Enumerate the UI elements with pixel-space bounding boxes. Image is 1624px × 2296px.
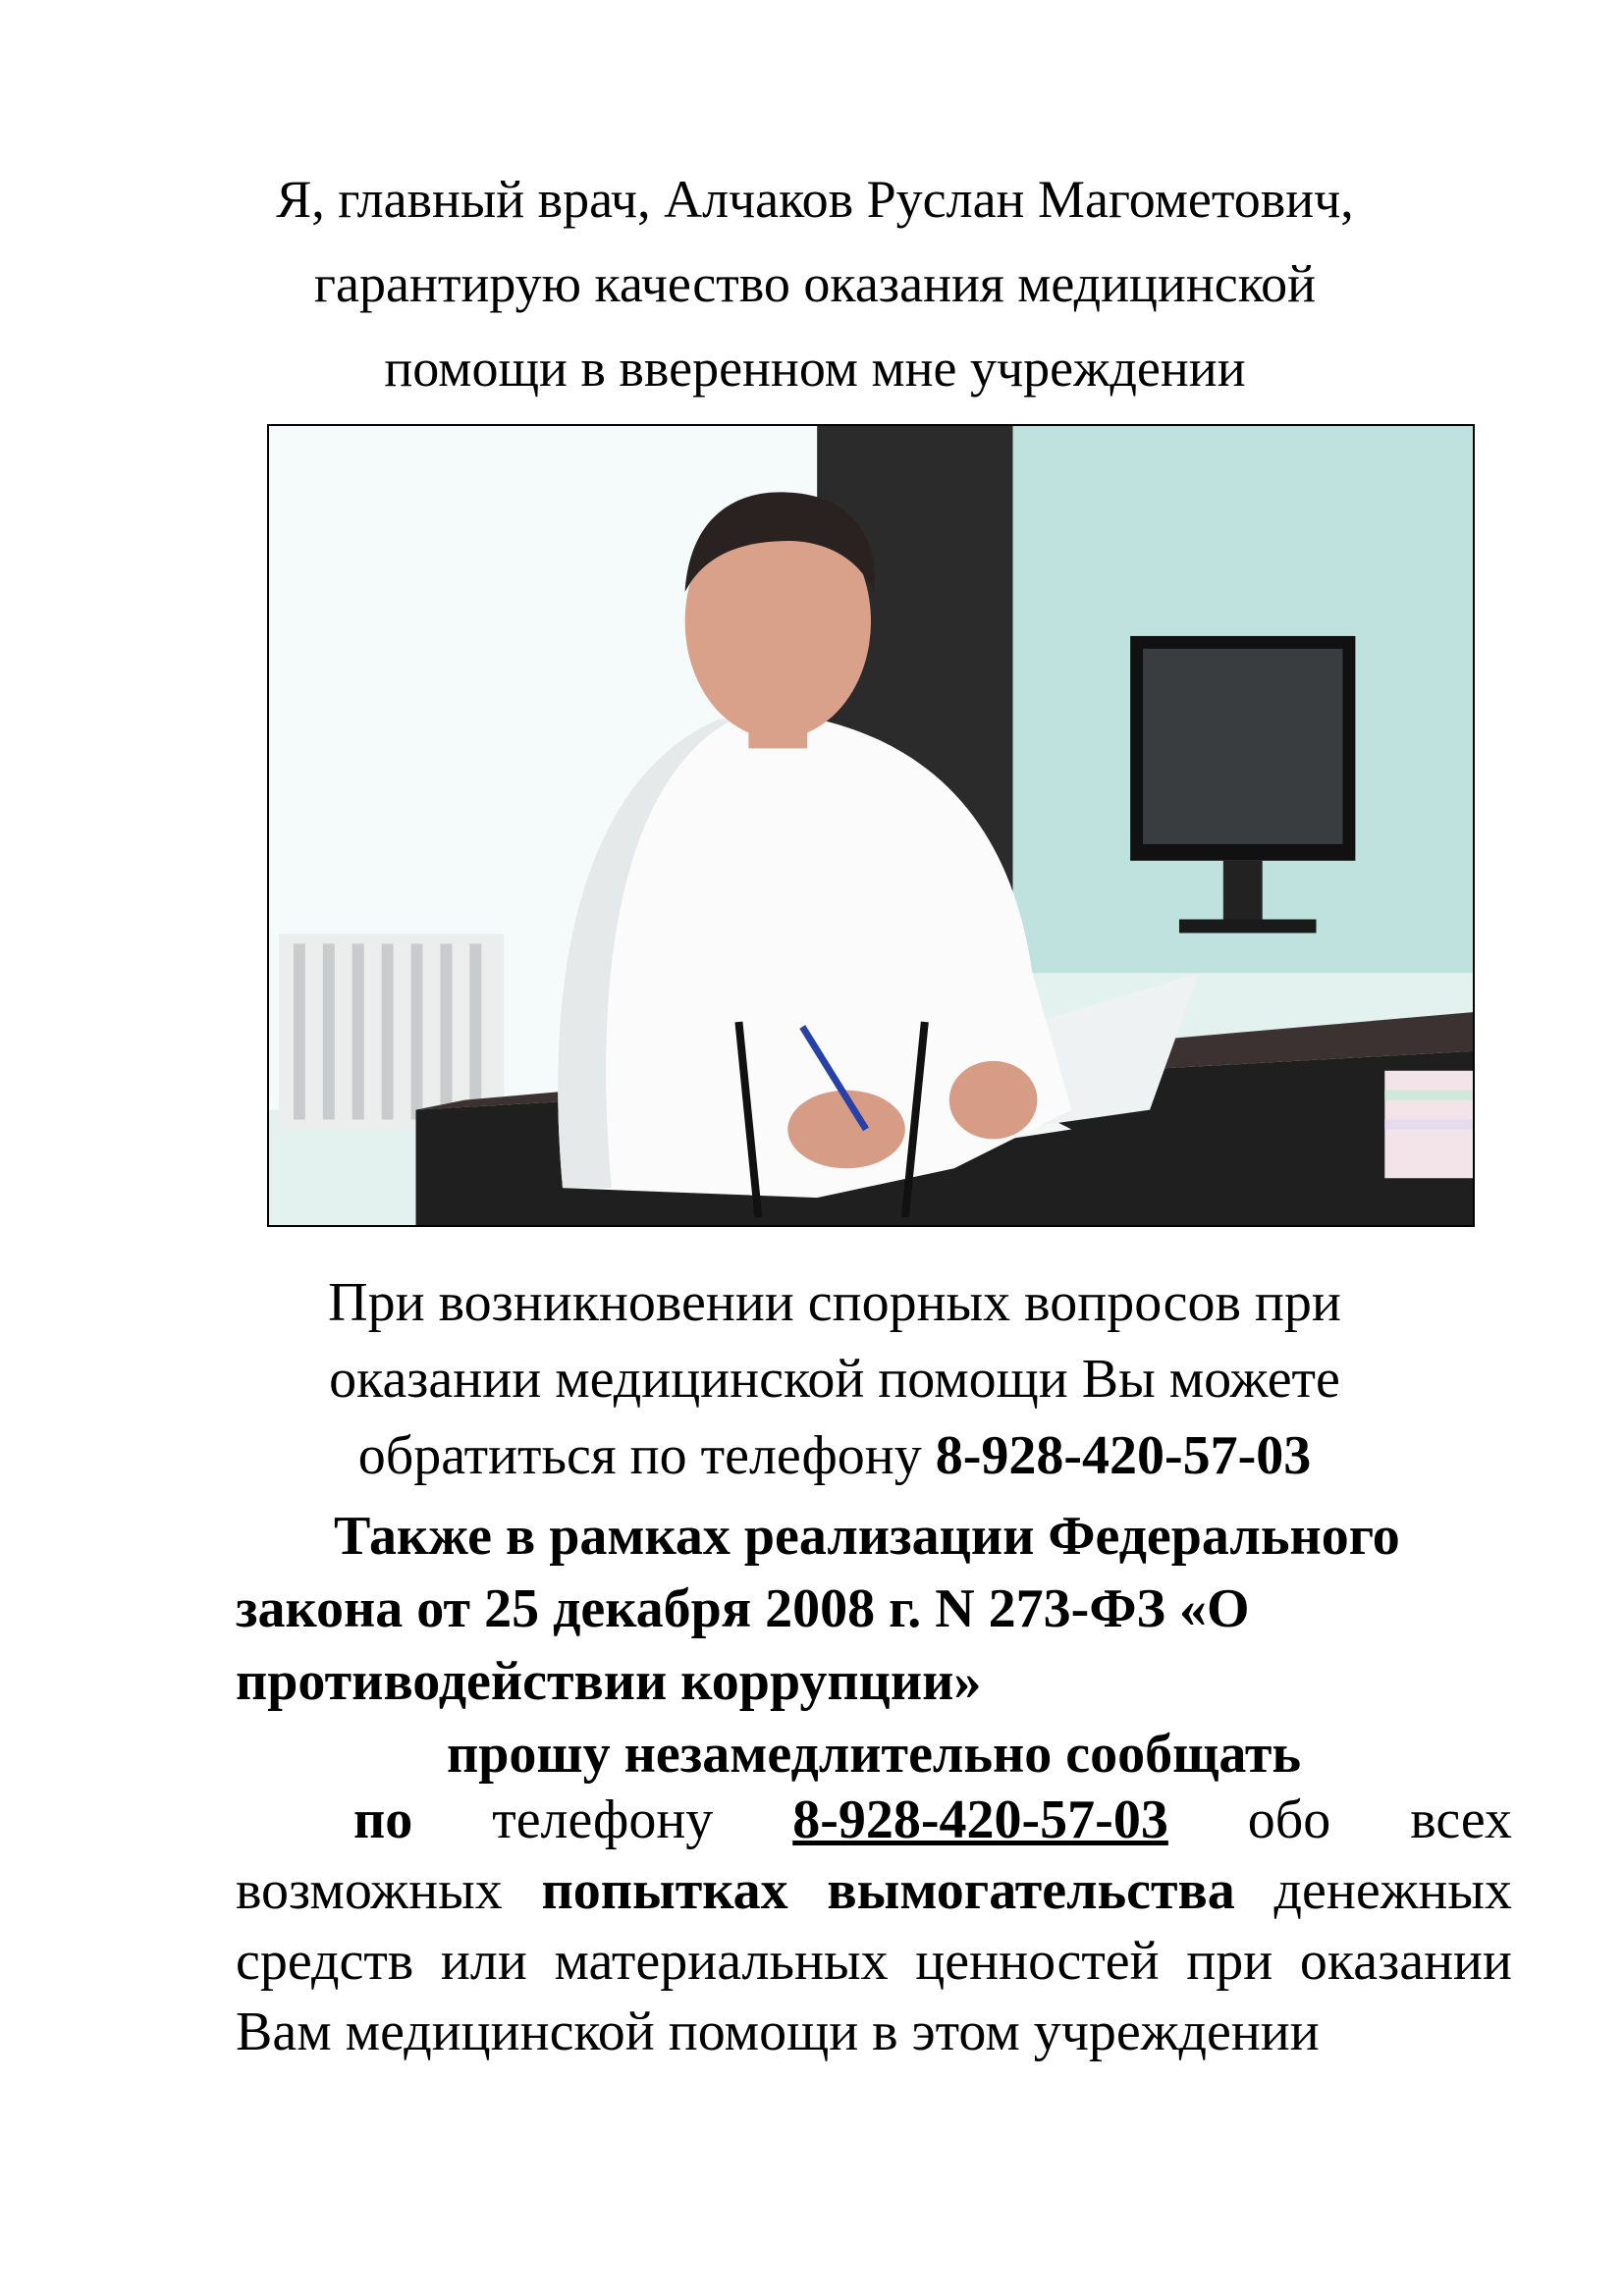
contact-line-3-text: обратиться по телефону	[357, 1425, 936, 1486]
notice-line-2: закона от 25 декабря 2008 г. N 273-ФЗ «О	[236, 1578, 1250, 1639]
report-text-2: обо всех возможных	[236, 1789, 1512, 1921]
contact-phone: 8-928-420-57-03	[935, 1425, 1312, 1486]
contact-line-2: оказании медицинской помощи Вы можете	[329, 1349, 1340, 1410]
document-heading	[177, 157, 1453, 410]
notice-line-1	[236, 1500, 1512, 1573]
report-bold-phrase: попытках вымогательства	[541, 1860, 1235, 1921]
notice-line-1-text: Также в рамках реализации Федерального	[334, 1506, 1400, 1567]
contact-line-3	[226, 1417, 1443, 1494]
contact-paragraph	[226, 1264, 1443, 1494]
report-po: по	[353, 1789, 413, 1850]
office-photo-illustration	[269, 426, 1473, 1225]
report-paragraph	[236, 1785, 1512, 2067]
report-text-3: денежных средств или материальных ценностей при оказании Вам медицинской помощи в этом учреждении	[236, 1860, 1512, 2062]
notice-line-4: прошу незамедлительно сообщать	[446, 1724, 1302, 1785]
report-text-1: телефону	[412, 1789, 793, 1850]
heading-line-3: помощи в вверенном мне учреждении	[384, 339, 1246, 398]
report-phone: 8-928-420-57-03	[792, 1789, 1168, 1850]
anticorruption-notice	[236, 1500, 1512, 1790]
heading-line-1: Я, главный врач, Алчаков Руслан Магометович,	[276, 170, 1354, 229]
doctor-photo	[267, 424, 1475, 1227]
heading-line-2: гарантирую качество оказания медицинской	[313, 254, 1317, 313]
contact-line-1: При возникновении спорных вопросов при	[328, 1272, 1341, 1333]
notice-line-3: противодействии коррупции»	[236, 1651, 982, 1712]
